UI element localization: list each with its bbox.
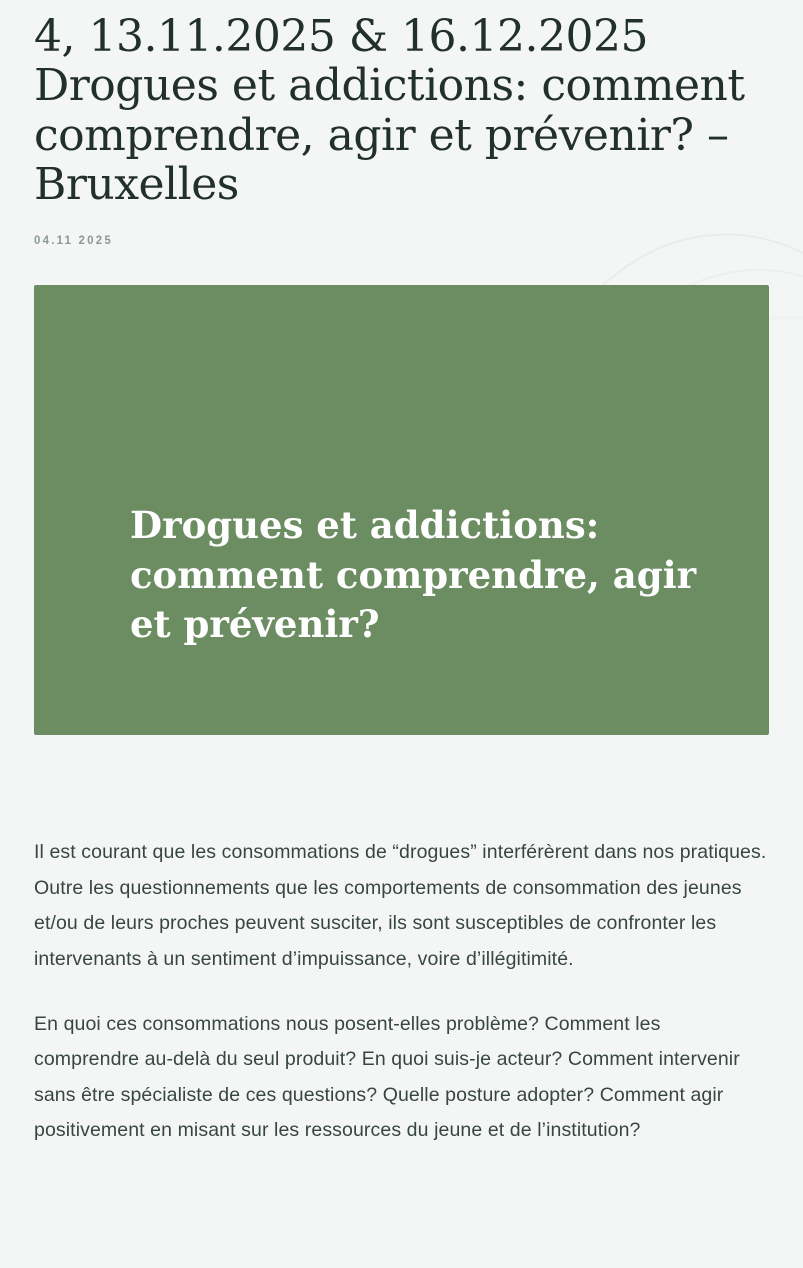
hero-caption: Drogues et addictions: comment comprendre, agir et prévenir? [130,503,697,646]
article-date: 04.11 2025 [34,235,113,248]
article-paragraph: En quoi ces consommations nous posent-elles problème? Comment les comprendre au-delà du seul produit? En quoi suis-je acteur? Comment intervenir sans être spécialiste de ces questions? Quelle posture adopter? Comment agir positivement en misant sur les ressources du jeune et de l’institution? [34,1013,740,1142]
article-header [0,0,803,247]
page-title: 4, 13.11.2025 & 16.12.2025 Drogues et addictions: comment comprendre, agir et prévenir? – Bruxelles [34,11,745,210]
article-paragraph: Il est courant que les consommations de “drogues” interférèrent dans nos pratiques. Outre les questionnements que les comportements de consommation des jeunes et/ou de leurs proches peuvent susciter, ils sont susceptibles de confronter les intervenants à un sentiment d’impuissance, voire d’illégitimité. [34,841,767,970]
article-body [0,735,803,1189]
hero-banner [34,285,769,735]
